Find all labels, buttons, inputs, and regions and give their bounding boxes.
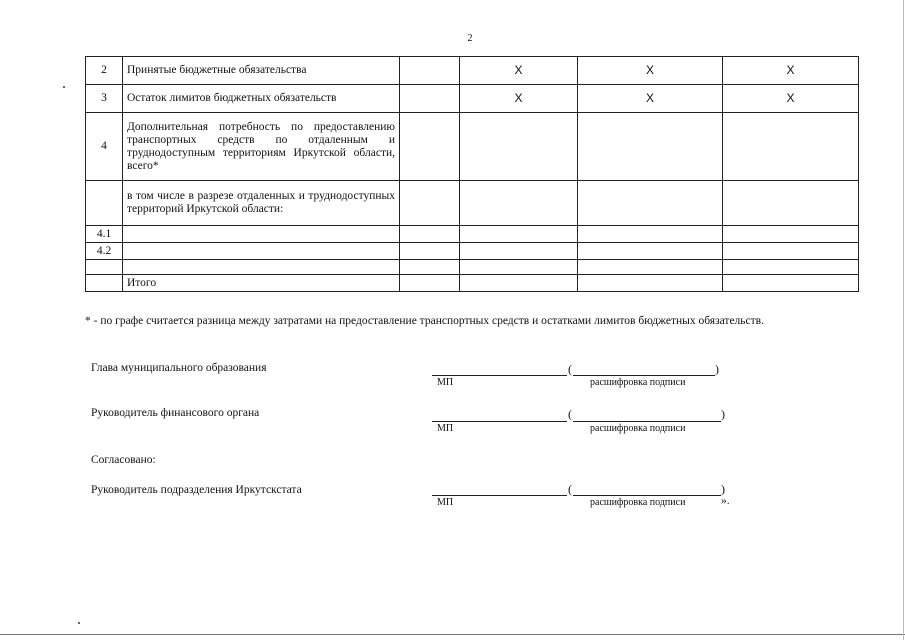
cell: [400, 181, 460, 226]
cell: [400, 260, 460, 275]
row-label: [123, 226, 400, 243]
row-number: [86, 260, 123, 275]
row-number: 4: [86, 113, 123, 181]
table-row: [86, 226, 859, 243]
cell: X: [460, 57, 578, 85]
paren-open: (: [568, 362, 572, 376]
decoding-caption: расшифровка подписи: [590, 377, 686, 388]
scan-speck: [63, 86, 65, 88]
cell: [723, 181, 859, 226]
cell: [723, 226, 859, 243]
table-row: [86, 260, 859, 275]
paren-close: ): [721, 407, 725, 421]
row-number: 3: [86, 85, 123, 113]
paren-close: ): [715, 362, 719, 376]
signature-line: [432, 495, 567, 496]
cell: [460, 260, 578, 275]
cell: X: [578, 57, 723, 85]
signature-line: [432, 375, 567, 376]
row-number: 4.2: [86, 243, 123, 260]
paren-close: ): [721, 482, 725, 496]
cell: [400, 243, 460, 260]
cell: X: [460, 85, 578, 113]
row-label: в том числе в разрезе отдаленных и труднодоступных территорий Иркутской области:: [123, 181, 400, 226]
budget-table: [85, 56, 859, 292]
scan-edge-line: [0, 634, 905, 635]
cell: [400, 275, 460, 292]
cell: [578, 243, 723, 260]
decoding-line: [573, 421, 721, 422]
decoding-caption: расшифровка подписи: [590, 497, 686, 508]
cell: [460, 226, 578, 243]
cell: [578, 226, 723, 243]
scan-edge-line: [903, 0, 904, 640]
cell: [400, 226, 460, 243]
page-number: 2: [467, 33, 473, 44]
head-signature-label: Глава муниципального образования: [91, 362, 267, 374]
scan-speck: [78, 622, 80, 624]
table-row: [86, 181, 859, 226]
cell: [578, 181, 723, 226]
row-label: Остаток лимитов бюджетных обязательств: [123, 85, 400, 113]
cell: [460, 275, 578, 292]
signature-line: [432, 421, 567, 422]
table-row: [86, 275, 859, 292]
cell: X: [723, 85, 859, 113]
paren-open: (: [568, 407, 572, 421]
stamp-place-label: МП: [437, 497, 454, 508]
paren-open: (: [568, 482, 572, 496]
stamp-place-label: МП: [437, 377, 454, 388]
cell: [400, 113, 460, 181]
cell: [723, 260, 859, 275]
closing-quote: ».: [721, 495, 730, 507]
row-number: [86, 275, 123, 292]
footnote: * - по графе считается разница между затратами на предоставление транспортных средств и остатками лимитов бюджетных обязательств.: [85, 315, 764, 327]
agreed-label: Согласовано:: [91, 454, 156, 466]
stat-signature-label: Руководитель подразделения Иркутскстата: [91, 484, 302, 496]
table-row: [86, 113, 859, 181]
decoding-line: [573, 375, 715, 376]
cell: [723, 113, 859, 181]
cell: [400, 85, 460, 113]
cell: [460, 113, 578, 181]
row-number: [86, 181, 123, 226]
cell: [723, 275, 859, 292]
cell: [723, 243, 859, 260]
table-row: [86, 243, 859, 260]
row-number: 4.1: [86, 226, 123, 243]
stamp-place-label: МП: [437, 423, 454, 434]
cell: [460, 181, 578, 226]
row-number: 2: [86, 57, 123, 85]
row-label: Принятые бюджетные обязательства: [123, 57, 400, 85]
finance-signature-label: Руководитель финансового органа: [91, 407, 260, 419]
table-row: [86, 57, 859, 85]
row-label: [123, 260, 400, 275]
cell: X: [723, 57, 859, 85]
table-row: [86, 85, 859, 113]
decoding-line: [573, 495, 721, 496]
cell: [578, 113, 723, 181]
decoding-caption: расшифровка подписи: [590, 423, 686, 434]
cell: [460, 243, 578, 260]
cell: [578, 275, 723, 292]
row-label: Дополнительная потребность по предоставлению транспортных средств по отдаленным и труднодоступным территориям Иркутской области, всего*: [123, 113, 400, 181]
cell: X: [578, 85, 723, 113]
cell: [400, 57, 460, 85]
total-label: Итого: [123, 275, 400, 292]
row-label: [123, 243, 400, 260]
cell: [578, 260, 723, 275]
